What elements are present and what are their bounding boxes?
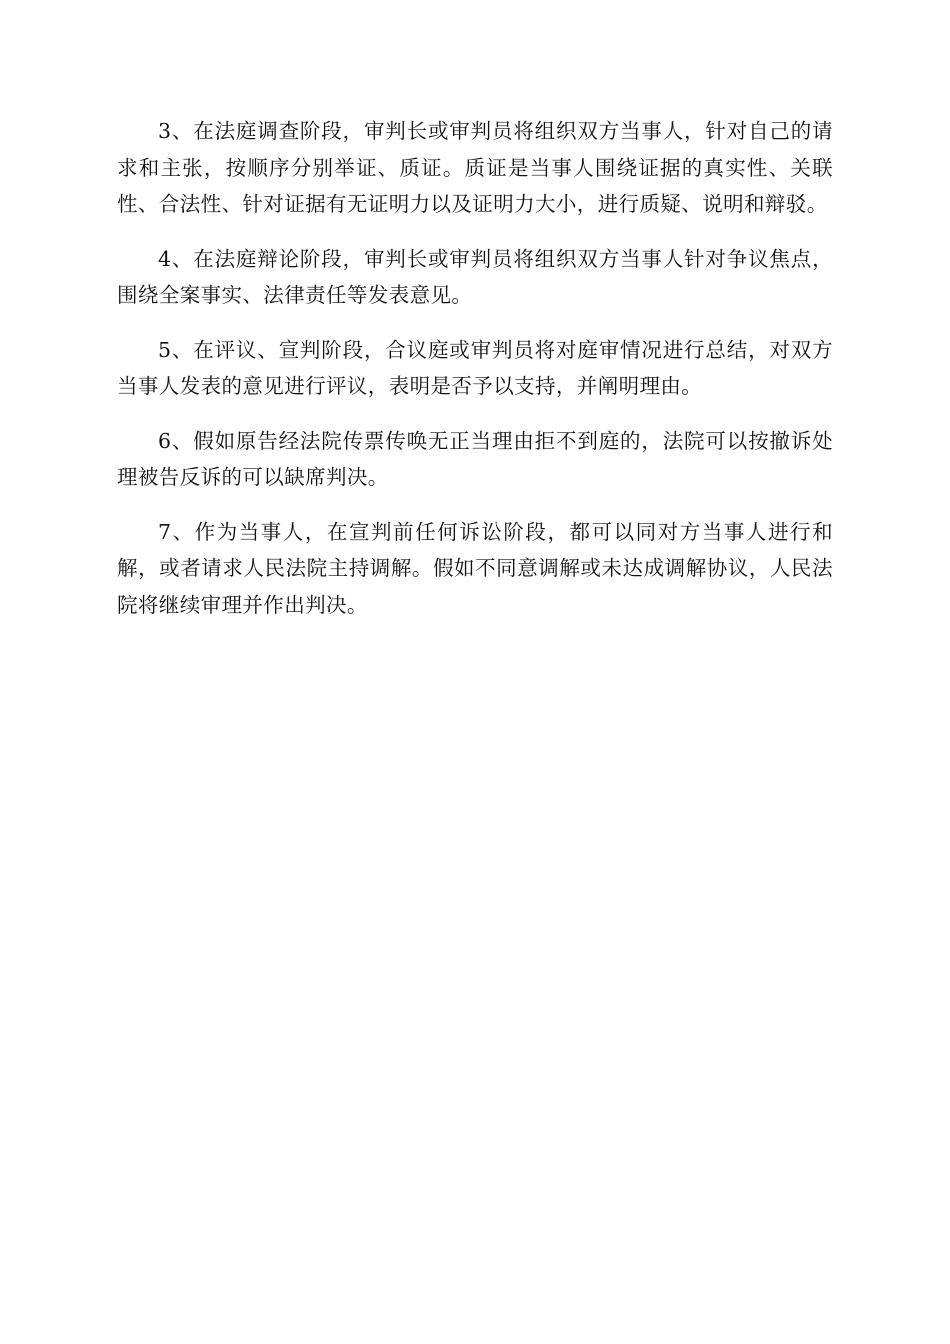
paragraph-3: 3、在法庭调查阶段，审判长或审判员将组织双方当事人，针对自己的请求和主张，按顺序分别举证、质证。质证是当事人围绕证据的真实性、关联性、合法性、针对证据有无证明力以及证明力大小，进行质疑、说明和辩驳。	[117, 119, 833, 216]
document-body	[117, 113, 833, 641]
paragraph-5: 5、在评议、宣判阶段，合议庭或审判员将对庭审情况进行总结，对双方当事人发表的意见进行评议，表明是否予以支持，并阐明理由。	[117, 337, 833, 398]
paragraph-7: 7、作为当事人，在宣判前任何诉讼阶段，都可以同对方当事人进行和解，或者请求人民法院主持调解。假如不同意调解或未达成调解协议，人民法院将继续审理并作出判决。	[117, 519, 833, 617]
paragraph-6: 6、假如原告经法院传票传唤无正当理由拒不到庭的，法院可以按撤诉处理被告反诉的可以缺席判决。	[117, 428, 833, 489]
paragraph-4: 4、在法庭辩论阶段，审判长或审判员将组织双方当事人针对争议焦点，围绕全案事实、法律责任等发表意见。	[117, 246, 833, 307]
